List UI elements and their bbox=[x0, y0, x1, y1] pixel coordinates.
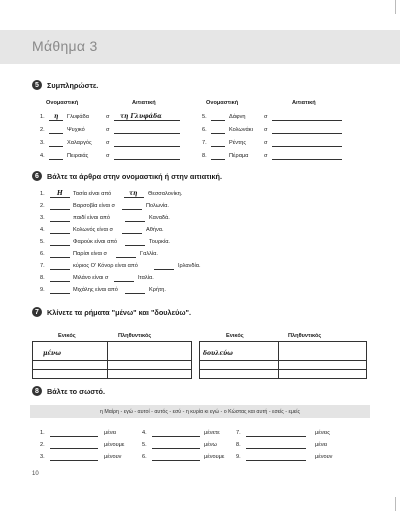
preposition: σ bbox=[264, 127, 268, 133]
exercise-number-badge: 8 bbox=[32, 386, 42, 396]
answer-blank[interactable] bbox=[50, 257, 70, 258]
item-number: 2. bbox=[40, 127, 45, 133]
answer-blank[interactable] bbox=[116, 257, 136, 258]
answer-blank[interactable] bbox=[152, 448, 200, 449]
answer-blank[interactable] bbox=[50, 245, 70, 246]
exercise-title: Συμπληρώστε. bbox=[47, 81, 99, 90]
answer-blank[interactable] bbox=[211, 120, 225, 121]
conjugation-cell[interactable] bbox=[200, 370, 279, 379]
answer-blank[interactable] bbox=[50, 436, 98, 437]
answer-blank[interactable] bbox=[246, 448, 306, 449]
verb: μένει bbox=[104, 430, 117, 436]
preposition: σ bbox=[264, 153, 268, 159]
exercise-number-badge: 7 bbox=[32, 307, 42, 317]
answer-blank[interactable] bbox=[124, 197, 144, 198]
item-number: 5. bbox=[202, 114, 207, 120]
answer-blank[interactable] bbox=[272, 120, 342, 121]
item-number: 3. bbox=[40, 454, 45, 460]
sentence-text: Φαρούκ είναι από bbox=[73, 239, 118, 245]
verb: μένεις bbox=[315, 430, 330, 436]
item-number: 8. bbox=[202, 153, 207, 159]
preposition: σ bbox=[264, 114, 268, 120]
exercise-number-badge: 6 bbox=[32, 171, 42, 181]
answer-blank[interactable] bbox=[211, 146, 225, 147]
conjugation-cell[interactable] bbox=[279, 370, 367, 379]
conjugation-cell[interactable] bbox=[200, 342, 279, 361]
sentence-text: Αθήνα. bbox=[146, 227, 164, 233]
answer-blank[interactable] bbox=[50, 221, 70, 222]
answer-blank[interactable] bbox=[114, 133, 180, 134]
sentence-text: Παρίσι είναι σ bbox=[73, 251, 107, 257]
sentence-text: Ιρλανδία. bbox=[178, 263, 201, 269]
sentence-text: Τασία είναι από bbox=[73, 191, 112, 197]
crop-mark bbox=[395, 497, 396, 511]
answer-blank[interactable] bbox=[114, 120, 180, 121]
sentence-text: Ιταλία. bbox=[138, 275, 154, 281]
item-number: 2. bbox=[40, 442, 45, 448]
preposition: σ bbox=[106, 153, 110, 159]
answer-blank[interactable] bbox=[49, 159, 63, 160]
conjugation-cell[interactable] bbox=[279, 342, 367, 361]
answer-blank[interactable] bbox=[125, 293, 145, 294]
conjugation-cell[interactable] bbox=[279, 361, 367, 370]
verb: μένουμε bbox=[204, 454, 225, 460]
answer-blank[interactable] bbox=[114, 281, 134, 282]
answer-blank[interactable] bbox=[125, 245, 145, 246]
sentence-text: Βαρσοβία είναι σ bbox=[73, 203, 115, 209]
preposition: σ bbox=[106, 140, 110, 146]
item-number: 2. bbox=[40, 203, 45, 209]
answer-blank[interactable] bbox=[272, 133, 342, 134]
exercise-title: Βάλτε τα άρθρα στην ονομαστική ή στην αιτιατική. bbox=[47, 172, 223, 181]
column-header: Ενικός bbox=[226, 333, 244, 339]
item-number: 4. bbox=[40, 227, 45, 233]
sentence-text: Κολωνός είναι σ bbox=[73, 227, 113, 233]
answer-blank[interactable] bbox=[246, 436, 306, 437]
item-number: 7. bbox=[40, 263, 45, 269]
answer-blank[interactable] bbox=[50, 269, 70, 270]
answer-blank[interactable] bbox=[246, 460, 306, 461]
noun: Πειραιάς bbox=[67, 153, 89, 159]
answer-blank[interactable] bbox=[50, 448, 98, 449]
answer-blank[interactable] bbox=[50, 197, 70, 198]
column-header: Αιτιατική bbox=[132, 100, 156, 106]
page-number: 10 bbox=[32, 471, 39, 477]
conjugation-cell[interactable] bbox=[200, 361, 279, 370]
sentence-text: Πολωνία. bbox=[146, 203, 169, 209]
conjugation-table-meno bbox=[32, 341, 192, 379]
verb: μένουν bbox=[315, 454, 333, 460]
sentence-text: Γαλλία. bbox=[140, 251, 158, 257]
noun: Πέραμα bbox=[229, 153, 249, 159]
answer-blank[interactable] bbox=[50, 233, 70, 234]
answer-handwritten: τη Γλυφάδα bbox=[120, 113, 162, 120]
item-number: 6. bbox=[202, 127, 207, 133]
sentence-text: Μιχάλης είναι από bbox=[73, 287, 118, 293]
noun: Ρέντης bbox=[229, 140, 247, 146]
item-number: 1. bbox=[40, 191, 45, 197]
column-header: Ενικός bbox=[58, 333, 76, 339]
answer-handwritten: η bbox=[54, 113, 59, 120]
conjugation-cell[interactable] bbox=[108, 370, 192, 379]
exercise-title: Βάλτε το σωστό. bbox=[47, 387, 105, 396]
exercise-number-badge: 5 bbox=[32, 80, 42, 90]
answer-blank[interactable] bbox=[122, 233, 142, 234]
sentence-text: Κρήτη. bbox=[149, 287, 166, 293]
verb: μένουν bbox=[104, 454, 122, 460]
word-bank: η Μαίρη - εγώ - αυτοί - αυτός - εσύ - η κυρία κι εγώ - ο Κώστας και αυτή - εσείς - εμείς bbox=[99, 409, 301, 415]
answer-blank[interactable] bbox=[125, 221, 145, 222]
sentence-text: Καναδά. bbox=[149, 215, 170, 221]
preposition: σ bbox=[106, 127, 110, 133]
item-number: 4. bbox=[40, 153, 45, 159]
answer-blank[interactable] bbox=[211, 159, 225, 160]
column-header: Πληθυντικός bbox=[288, 333, 322, 339]
answer-handwritten: μένω bbox=[43, 350, 61, 357]
item-number: 1. bbox=[40, 430, 45, 436]
item-number: 8. bbox=[236, 442, 241, 448]
answer-blank[interactable] bbox=[272, 146, 342, 147]
answer-blank[interactable] bbox=[114, 159, 180, 160]
answer-blank[interactable] bbox=[272, 159, 342, 160]
answer-handwritten: Η bbox=[57, 190, 63, 197]
noun: Γλυφάδα bbox=[67, 114, 90, 120]
lesson-title: Μάθημα 3 bbox=[32, 38, 98, 54]
sentence-text: Τουρκία. bbox=[149, 239, 170, 245]
item-number: 7. bbox=[202, 140, 207, 146]
verb: μένει bbox=[315, 442, 328, 448]
item-number: 7. bbox=[236, 430, 241, 436]
item-number: 8. bbox=[40, 275, 45, 281]
answer-handwritten: δουλεύω bbox=[203, 350, 233, 357]
item-number: 6. bbox=[142, 454, 147, 460]
conjugation-table-doulevo bbox=[199, 341, 367, 379]
preposition: σ bbox=[106, 114, 110, 120]
preposition: σ bbox=[264, 140, 268, 146]
column-header: Ονομαστική bbox=[46, 100, 79, 106]
item-number: 3. bbox=[40, 215, 45, 221]
conjugation-cell[interactable] bbox=[108, 361, 192, 370]
item-number: 5. bbox=[142, 442, 147, 448]
answer-blank[interactable] bbox=[122, 209, 142, 210]
answer-blank[interactable] bbox=[49, 120, 63, 121]
column-header: Αιτιατική bbox=[292, 100, 316, 106]
noun: Κολωνάκι bbox=[229, 127, 253, 133]
noun: Χαλαργός bbox=[67, 140, 92, 146]
crop-mark bbox=[395, 0, 396, 14]
sentence-text: Μιλάνο είναι σ bbox=[73, 275, 109, 281]
verb: μένουμε bbox=[104, 442, 125, 448]
column-header: Πληθυντικός bbox=[118, 333, 152, 339]
conjugation-cell[interactable] bbox=[33, 361, 108, 370]
answer-blank[interactable] bbox=[50, 460, 98, 461]
answer-blank[interactable] bbox=[49, 146, 63, 147]
item-number: 9. bbox=[40, 287, 45, 293]
conjugation-cell[interactable] bbox=[108, 342, 192, 361]
answer-blank[interactable] bbox=[154, 269, 174, 270]
column-header: Ονομαστική bbox=[206, 100, 239, 106]
noun: Ψυχικό bbox=[67, 127, 85, 133]
item-number: 3. bbox=[40, 140, 45, 146]
item-number: 9. bbox=[236, 454, 241, 460]
item-number: 6. bbox=[40, 251, 45, 257]
sentence-text: Θεσσαλονίκη. bbox=[148, 191, 183, 197]
answer-blank[interactable] bbox=[50, 209, 70, 210]
item-number: 1. bbox=[40, 114, 45, 120]
conjugation-cell[interactable] bbox=[33, 342, 108, 361]
answer-blank[interactable] bbox=[50, 281, 70, 282]
item-number: 4. bbox=[142, 430, 147, 436]
exercise-title: Κλίνετε τα ρήματα "μένω" και "δουλεύω". bbox=[47, 308, 191, 317]
verb: μένετε bbox=[204, 430, 220, 436]
noun: Δάφνη bbox=[229, 114, 246, 120]
answer-blank[interactable] bbox=[211, 133, 225, 134]
verb: μένω bbox=[204, 442, 217, 448]
answer-blank[interactable] bbox=[152, 436, 200, 437]
answer-handwritten: τη bbox=[129, 190, 138, 197]
conjugation-cell[interactable] bbox=[33, 370, 108, 379]
sentence-text: παιδί είναι από bbox=[73, 215, 110, 221]
item-number: 5. bbox=[40, 239, 45, 245]
answer-blank[interactable] bbox=[50, 293, 70, 294]
sentence-text: κύριος Ο' Κόνορ είναι από bbox=[73, 263, 138, 269]
answer-blank[interactable] bbox=[49, 133, 63, 134]
answer-blank[interactable] bbox=[152, 460, 200, 461]
answer-blank[interactable] bbox=[114, 146, 180, 147]
